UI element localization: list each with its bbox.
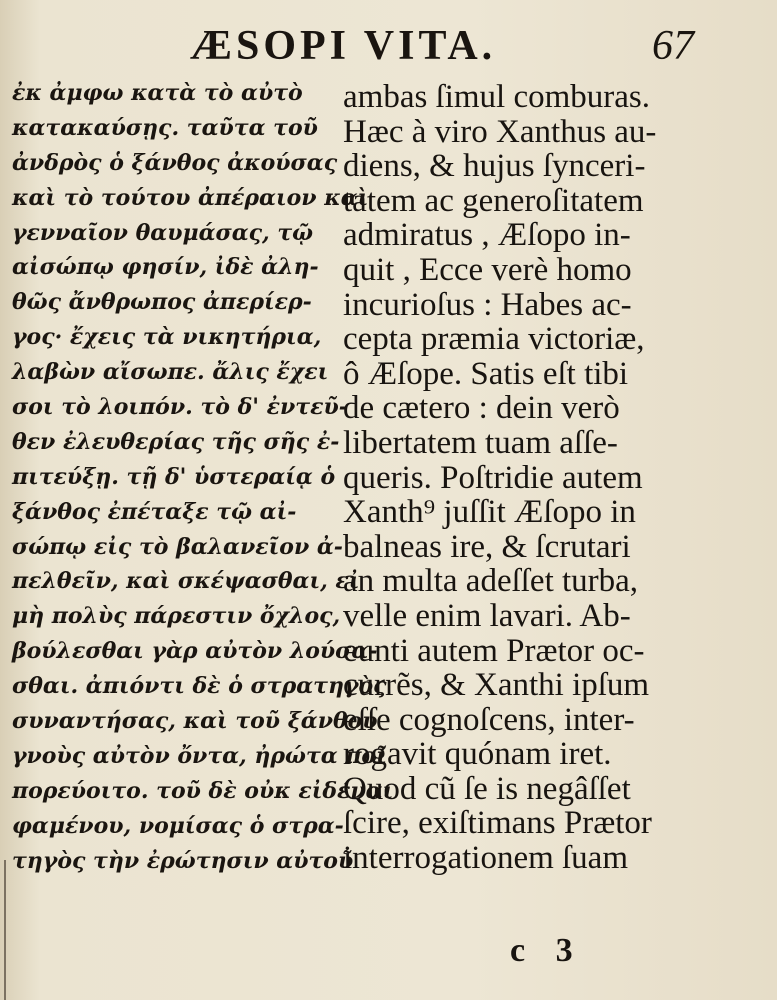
latin-text-line: velle enim lavari. Ab- (343, 597, 631, 634)
latin-text-line: libertatem tuam aſſe- (343, 424, 618, 461)
greek-text-column (12, 76, 394, 878)
latin-text-line: de cætero : dein verò (343, 390, 620, 427)
signature-mark: c 3 (510, 932, 573, 969)
latin-text-line: balneas ire, & ſcrutari (343, 528, 631, 565)
greek-text-line: σοι τὸ λοιπόν. τὸ δ' ἐντεῦ- (12, 394, 348, 421)
latin-text-line: currẽs, & Xanthi ipſum (343, 667, 650, 704)
latin-text-line: admiratus , Æſopo in- (343, 217, 631, 254)
latin-text-line: an multa adeſſet turba, (343, 563, 639, 600)
greek-text-line: γενναῖον θαυμάσας, τῷ (12, 219, 314, 246)
latin-text-line: eſſe cognoſcens, inter- (343, 701, 635, 738)
latin-text-line: incurioſus : Habes ac- (343, 286, 632, 323)
latin-text-line: ſcire, exiſtimans Prætor (343, 805, 652, 842)
greek-text-line: ξάνθος ἐπέταξε τῷ αἰ- (12, 498, 297, 525)
greek-text-line: φαμένου, νομίσας ὁ στρα- (12, 812, 344, 839)
greek-text-line: πελθεῖν, καὶ σκέψασθαι, εἰ (12, 568, 360, 595)
greek-text-line: μὴ πολὺς πάρεστιν ὄχλος, (12, 603, 341, 630)
latin-text-line: queris. Poſtridie autem (343, 459, 643, 496)
greek-text-line: σθαι. ἀπιόντι δὲ ὁ στρατηγὸς (12, 673, 387, 700)
greek-text-line: κατακαύσῃς. ταῦτα τοῦ (12, 114, 318, 141)
greek-text-line: βούλεσθαι γὰρ αὐτὸν λούσα- (12, 638, 378, 665)
latin-text-line: diens, & hujus ſynceri- (343, 148, 646, 185)
greek-text-line: ἐκ ἀμφω κατὰ τὸ αὐτὸ (12, 80, 303, 106)
greek-text-line: συναντήσας, καὶ τοῦ ξάνθου (12, 708, 378, 735)
latin-text-line: interrogationem ſuam (343, 840, 628, 877)
greek-text-line: θεν ἐλευθερίας τῆς σῆς ἐ- (12, 428, 340, 455)
latin-text-line: quit , Ecce verè homo (343, 251, 632, 288)
latin-text-line: Hæc à viro Xanthus au- (343, 113, 657, 150)
latin-text-line: eunti autem Prætor oc- (343, 632, 645, 669)
greek-text-line: θῶς ἄνθρωπος ἀπερίερ- (12, 289, 312, 316)
latin-text-line: Xanth⁹ juſſit Æſopo in (343, 494, 636, 531)
greek-text-line: αἰσώπῳ φησίν, ἰδὲ ἀλη- (12, 254, 319, 281)
page-number: 67 (652, 23, 694, 69)
latin-text-line: tatem ac generoſitatem (343, 182, 644, 219)
running-title: ÆSOPI VITA. (190, 23, 497, 69)
latin-text-line: cepta præmia victoriæ, (343, 321, 645, 358)
greek-text-line: καὶ τὸ τούτου ἀπέραιον καὶ (12, 184, 369, 211)
latin-text-line: ô Æſope. Satis eſt tibi (343, 355, 629, 392)
greek-text-line: τηγὸς τὴν ἐρώτησιν αὐτοῦ (12, 847, 354, 874)
latin-text-column (343, 80, 763, 876)
latin-text-line: ambas ſimul comburas. (343, 79, 651, 115)
page-edge-mark (4, 860, 6, 1000)
greek-text-line: πιτεύξῃ. τῇ δ' ὑστεραίᾳ ὁ (12, 463, 336, 490)
latin-text-line: Quod cũ ſe is negâſſet (343, 770, 631, 807)
greek-text-line: γος· ἔχεις τὰ νικητήρια, (12, 324, 322, 351)
greek-text-line: ἀνδρὸς ὁ ξάνθος ἀκούσας (12, 149, 338, 176)
greek-text-line: πορεύοιτο. τοῦ δὲ οὐκ εἰδέναι (12, 777, 394, 804)
greek-text-line: λαβὼν αἴσωπε. ἄλις ἔχει (12, 359, 329, 386)
greek-text-line: γνοὺς αὐτὸν ὄντα, ἠρώτα ποῖ (12, 742, 387, 769)
greek-text-line: σώπῳ εἰς τὸ βαλανεῖον ἀ- (12, 533, 343, 560)
latin-text-line: rogavit quónam iret. (343, 736, 612, 773)
